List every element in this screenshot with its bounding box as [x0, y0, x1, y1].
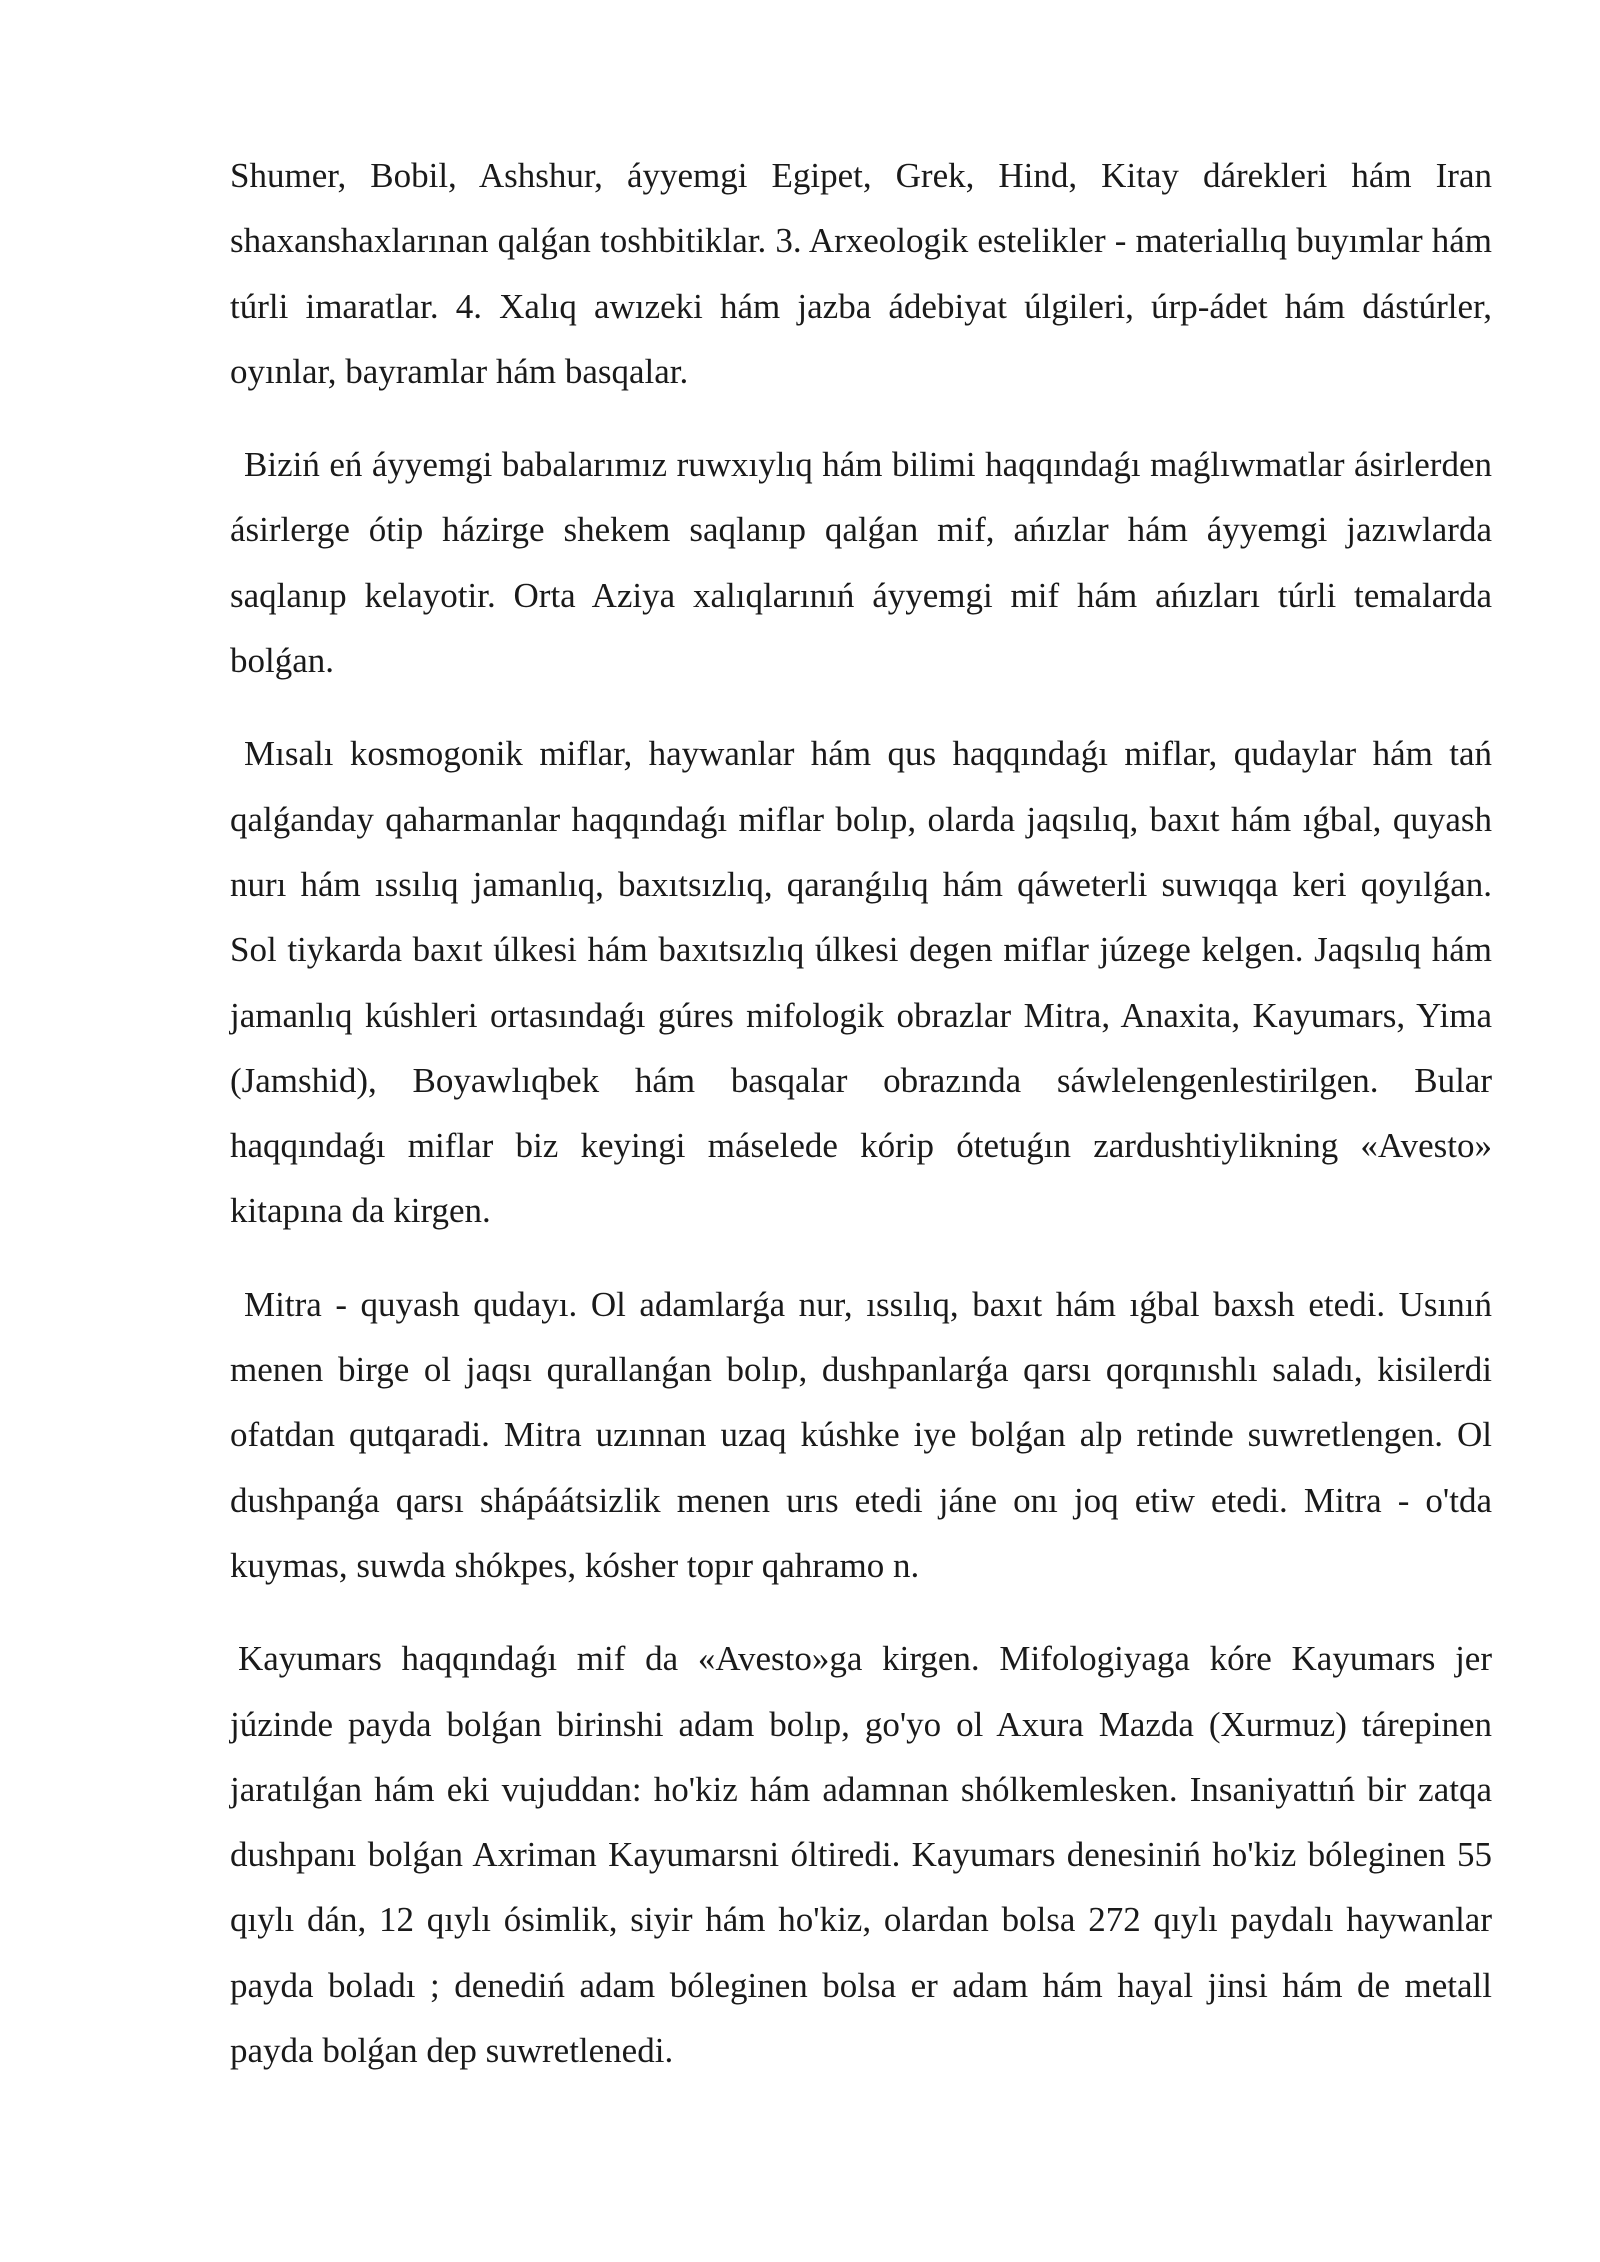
paragraph-myth-types: Mısalı kosmogonik miflar, haywanlar hám qus haqqındaǵı miflar, qudaylar hám tań qalǵanday qaharmanlar haqqındaǵı miflar bolıp, olarda jaqsılıq, baxıt hám ıǵbal, quyash nurı hám ıssılıq jamanlıq, baxıtsızlıq, qaranǵılıq hám qáweterli suwıqqa keri qoyılǵan. Sol tiykarda baxıt úlkesi hám baxıtsızlıq úlkesi degen miflar júzege kelgen. Jaqsılıq hám jamanlıq kúshleri ortasındaǵı gúres mifologik obrazlar Mitra, Anaxita, Kayumars, Yima (Jamshid), Boyawlıqbek hám basqalar obrazında sáwlelengenlestirilgen. Bular haqqındaǵı miflar biz keyingi máselede kórip ótetuǵın zardushtiylikning «Avesto» kitapına da kirgen.: [230, 734, 1492, 1231]
document-page: [230, 143, 1492, 2111]
paragraph-kayumars: Kayumars haqqındaǵı mif da «Avesto»ga kirgen. Mifologiyaga kóre Kayumars jer júzinde payda bolǵan birinshi adam bolıp, go'yo ol Axura Mazda (Xurmuz) tárepinen jaratılǵan hám eki vujuddan: ho'kiz hám adamnan shólkemlesken. Insaniyattıń bir zatqa dushpanı bolǵan Axriman Kayumarsni óltiredi. Kayumars denesiniń ho'kiz bóleginen 55 qıylı dán, 12 qıylı ósimlik, siyir hám ho'kiz, olardan bolsa 272 qıylı paydalı haywanlar payda boladı ; denediń adam bóleginen bolsa er adam hám hayal jinsi hám de metall payda bolǵan dep suwretlenedi.: [230, 1639, 1492, 2071]
paragraph-mitra: Mitra - quyash qudayı. Ol adamlarǵa nur, ıssılıq, baxıt hám ıǵbal baxsh etedi. Usınıń menen birge ol jaqsı qurallanǵan bolıp, dushpanlarǵa qarsı qorqınıshlı saladı, kisilerdi ofatdan qutqaradi. Mitra uzınnan uzaq kúshke iye bolǵan alp retinde suwretlengen. Ol dushpanǵa qarsı shápáátsizlik menen urıs etedi jáne onı joq etiw etedi. Mitra - o'tda kuymas, suwda shókpes, kósher topır qahramo n.: [230, 1284, 1492, 1585]
paragraph-ancestors-knowledge: Biziń eń áyyemgi babalarımız ruwxıylıq hám bilimi haqqındaǵı maǵlıwmatlar ásirlerden ásirlerge ótip házirge shekem saqlanıp qalǵan mif, ańızlar hám áyyemgi jazıwlarda saqlanıp kelayotir. Orta Aziya xalıqlarınıń áyyemgi mif hám ańızları túrli temalarda bolǵan.: [230, 445, 1492, 681]
paragraph-sources: Shumer, Bobil, Ashshur, áyyemgi Egipet, Grek, Hind, Kitay dárekleri hám Iran shaxanshaxlarınan qalǵan toshbitiklar. 3. Arxeologik estelikler - materiallıq buyımlar hám túrli imaratlar. 4. Xalıq awızeki hám jazba ádebiyat úlgileri, úrp-ádet hám dástúrler, oyınlar, bayramlar hám basqalar.: [230, 156, 1492, 391]
